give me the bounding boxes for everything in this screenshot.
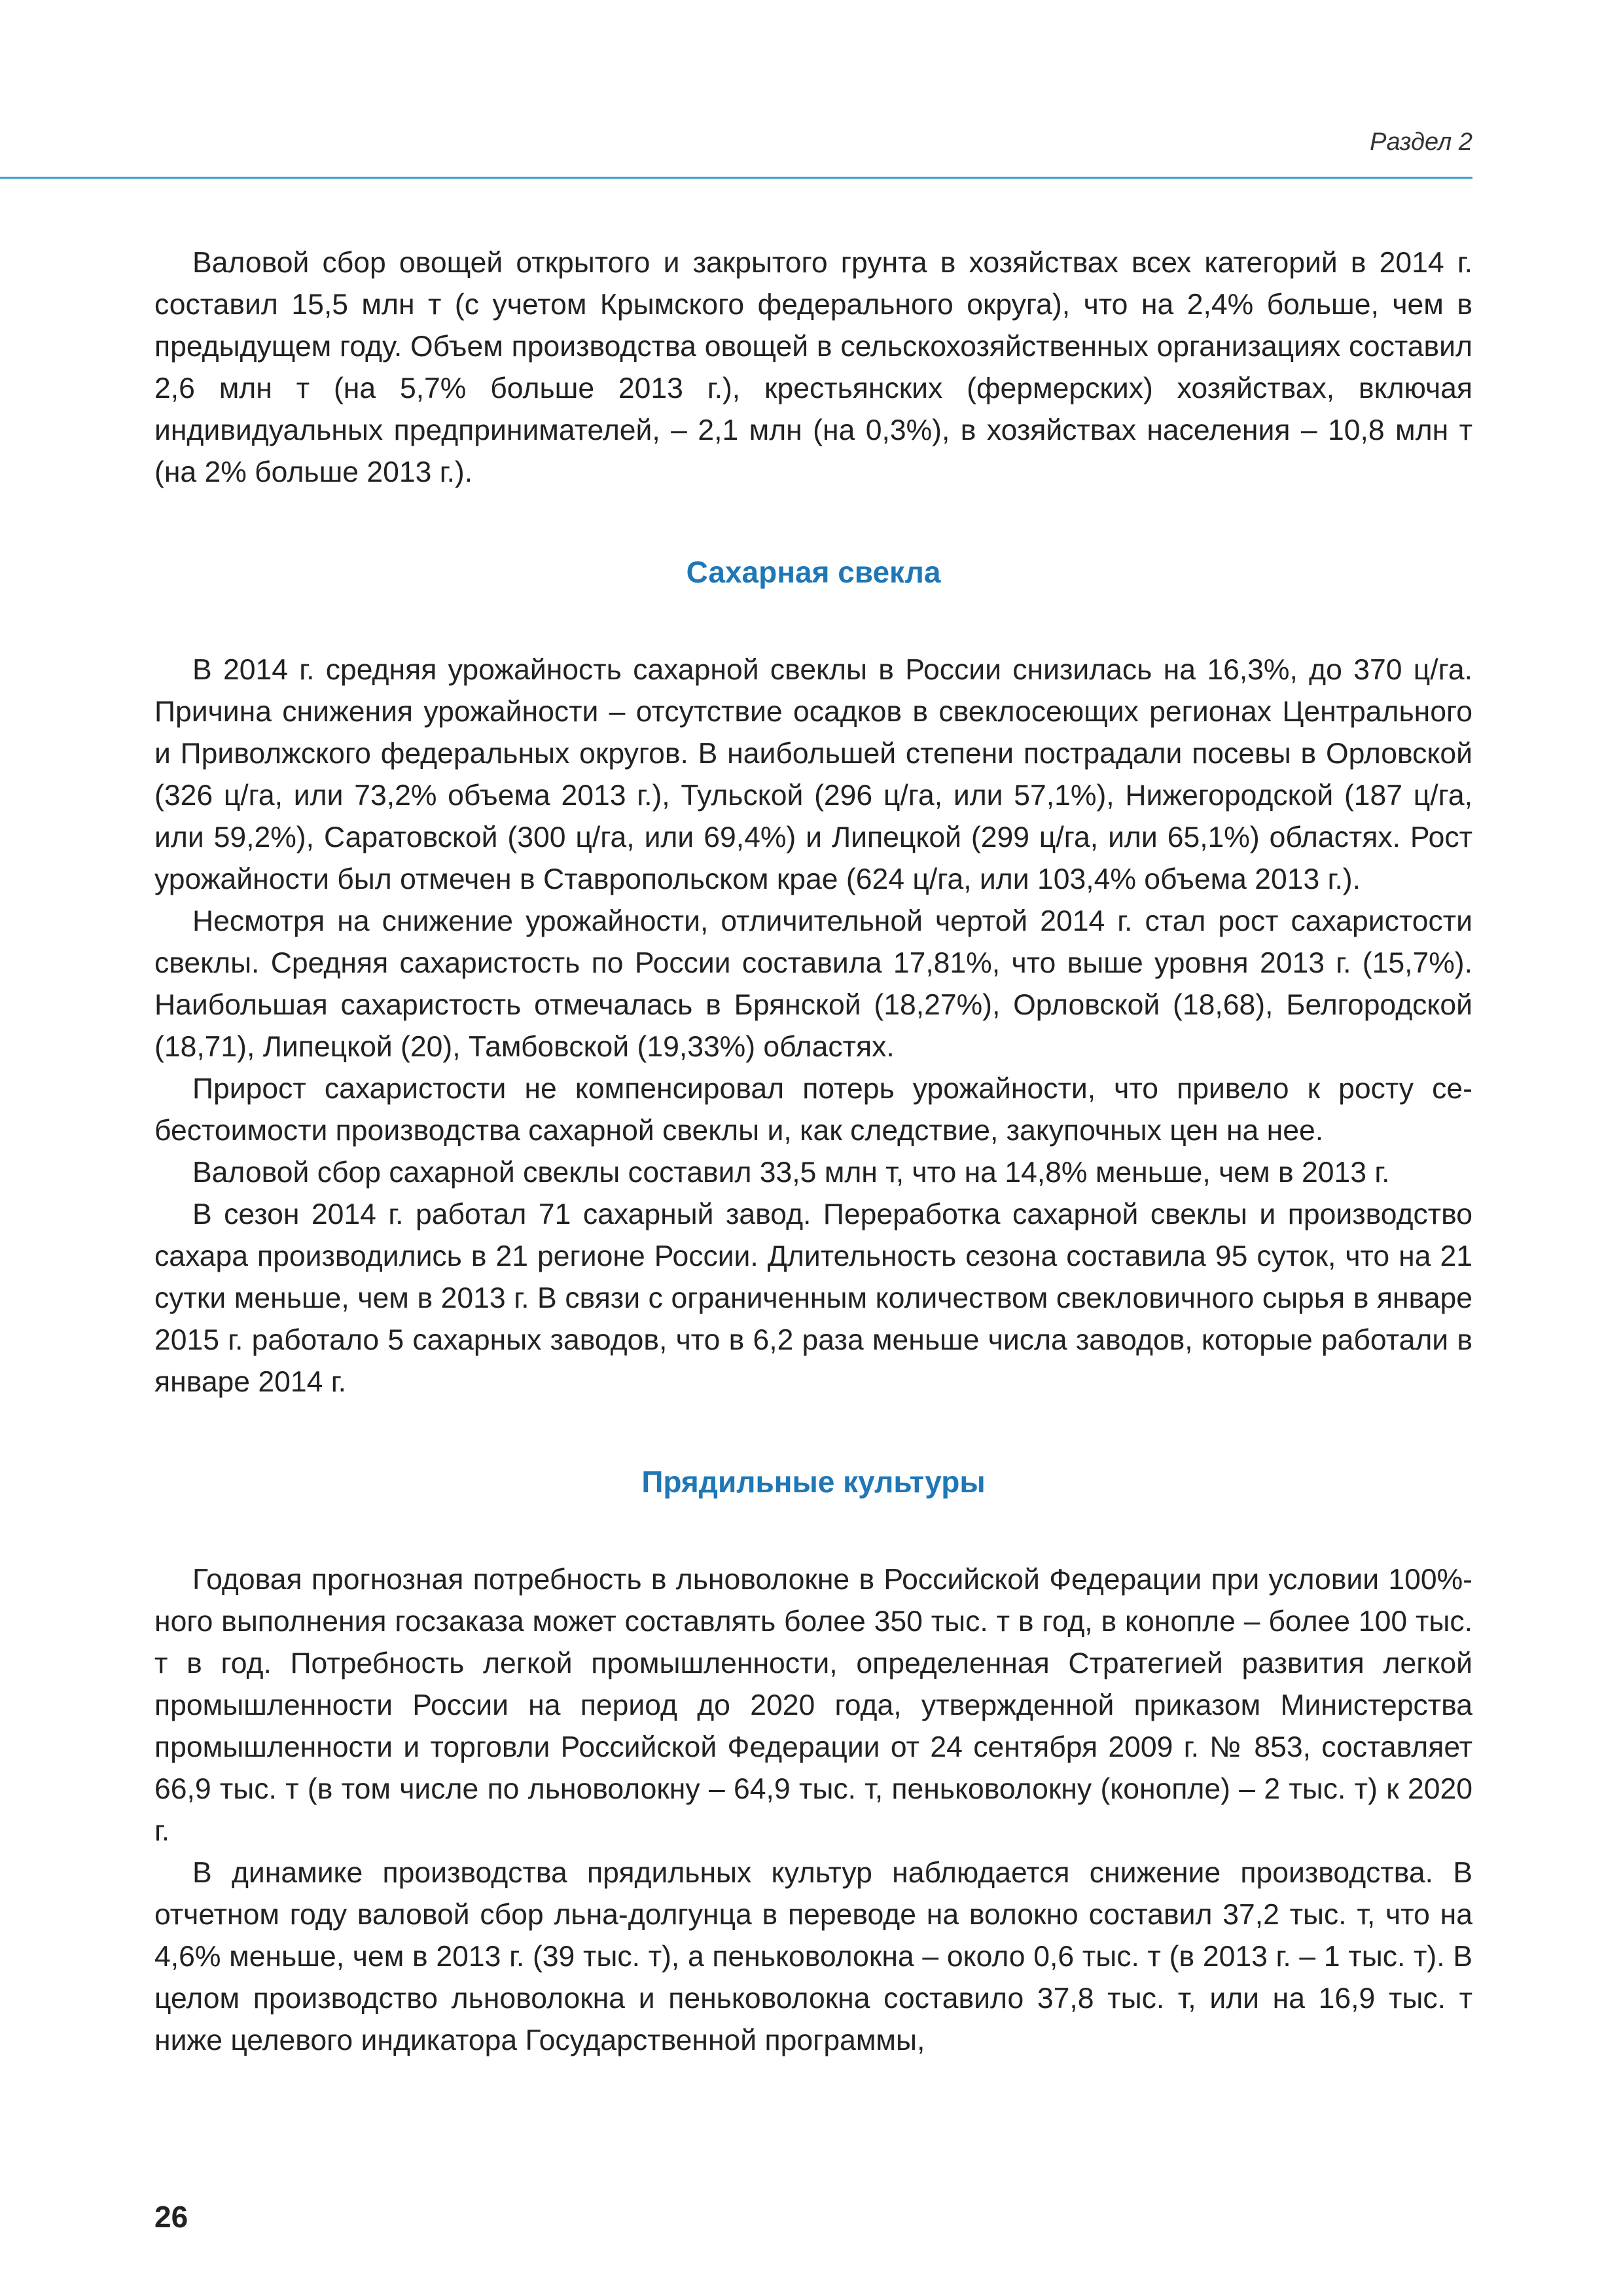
paragraph-sugar-beet-3: Прирост сахаристости не компенсировал потерь урожайности, что привело к росту себестоимости производства сахарной свеклы и, как следствие, закупочных цен на нее. [154, 1073, 1472, 1147]
page-body [154, 242, 1472, 2062]
paragraph-vegetables-1: Валовой сбор овощей открытого и закрытого грунта в хозяйствах всех категорий в 2014 г. составил 15,5 млн т (с учетом Крымского федерального округа), что на 2,4% больше, чем в предыдущем году. Объем производства овощей в сельскохозяйственных организациях составил 2,6 млн т (на 5,7% больше 2013 г.), крестьянских (фермерских) хозяйствах, включая индивидуальных предпринимателей, – 2,1 млн (на 0,3%), в хозяйствах населения – 10,8 млн т (на 2% больше 2013 г.). [154, 247, 1472, 488]
spacer [154, 1403, 1472, 1461]
spacer [154, 493, 1472, 551]
paragraph-sugar-beet-4: Валовой сбор сахарной свеклы составил 33,5 млн т, что на 14,8% меньше, чем в 2013 г. [192, 1157, 1390, 1189]
running-head-section: Раздел 2 [1370, 128, 1472, 156]
spacer [154, 1503, 1472, 1559]
page-number: 26 [154, 2200, 188, 2234]
spacer [154, 593, 1472, 649]
header-rule [0, 177, 1472, 179]
heading-sugar-beet: Сахарная свекла [686, 555, 941, 589]
paragraph-spinning-crops-1: Годовая прогнозная потребность в льноволокне в Российской Федерации при условии 100%-ного выполнения госзаказа может составлять более 350 тыс. т в год, в конопле – более 100 тыс. т в год. Потребность легкой промышленности, определенная Стратегией развития легкой промышленности России на период до 2020 года, утвержденной приказом Министерства промышленности и торговли Российской Федерации от 24 сентября 2009 г. № 853, составляет 66,9 тыс. т (в том числе по льноволокну – 64,9 тыс. т, пеньковолокну (конопле) – 2 тыс. т) к 2020 г. [154, 1564, 1472, 1847]
paragraph-sugar-beet-1: В 2014 г. средняя урожайность сахарной свеклы в России снизилась на 16,3%, до 370 ц/га. Причина снижения урожайности – отсутствие осадков в свеклосеющих регионах Центрального и Приволжского федеральных округов. В наибольшей степени пострадали посевы в Орловской (326 ц/га, или 73,2% объема 2013 г.), Тульской (296 ц/га, или 57,1%), Нижегородской (187 ц/га, или 59,2%), Саратовской (300 ц/га, или 69,4%) и Липецкой (299 ц/га, или 65,1%) областях. Рост урожайности был отмечен в Ставропольском крае (624 ц/га, или 103,4% объема 2013 г.). [154, 654, 1472, 895]
paragraph-sugar-beet-5: В сезон 2014 г. работал 71 сахарный завод. Переработка сахарной свеклы и производство сахара производились в 21 регионе России. Длительность сезона составила 95 суток, что на 21 сутки меньше, чем в 2013 г. В связи с ограниченным количеством свекловичного сырья в январе 2015 г. работало 5 сахарных заводов, что в 6,2 раза меньше числа заводов, которые работали в январе 2014 г. [154, 1198, 1472, 1398]
heading-spinning-crops: Прядильные культуры [641, 1465, 986, 1499]
paragraph-sugar-beet-2: Несмотря на снижение урожайности, отличительной чертой 2014 г. стал рост сахаристости свеклы. Средняя сахаристость по России составила 17,81%, что выше уровня 2013 г. (15,7%). Наибольшая сахаристость отмечалась в Брянской (18,27%), Орловской (18,68), Белгородской (18,71), Липецкой (20), Тамбовской (19,33%) областях. [154, 905, 1472, 1063]
paragraph-spinning-crops-2: В динамике производства прядильных культур наблюдается снижение производства. В отчетном году валовой сбор льна-долгунца в переводе на волокно составил 37,2 тыс. т, что на 4,6% меньше, чем в 2013 г. (39 тыс. т), а пеньковолокна – около 0,6 тыс. т (в 2013 г. – 1 тыс. т). В целом производство льноволокна и пеньковолокна составило 37,8 тыс. т, или на 16,9 тыс. т ниже целевого индикатора Государственной программы, [154, 1857, 1472, 2056]
